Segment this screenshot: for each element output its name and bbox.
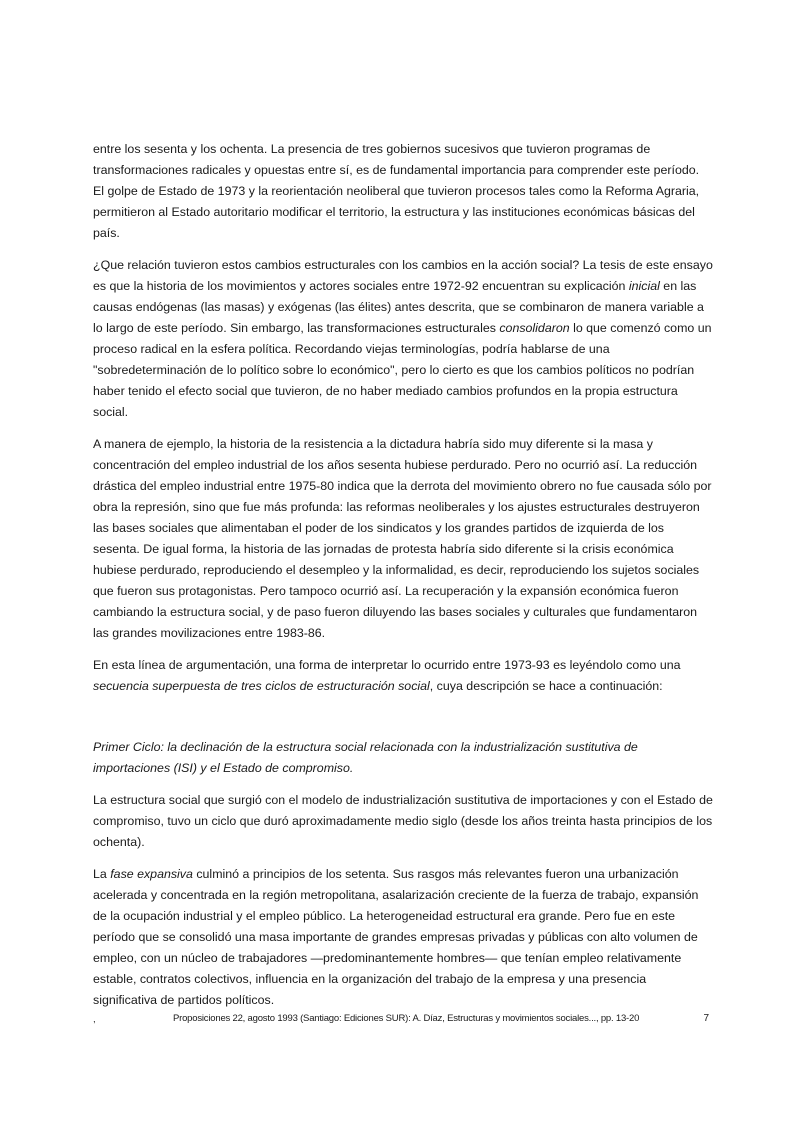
footer-mark: ,: [93, 1014, 96, 1025]
section-title-primer-ciclo: Primer Ciclo: la declinación de la estructura social relacionada con la industrialización sustitutiva de importaciones (ISI) y el Estado de compromiso.: [93, 740, 638, 775]
paragraph-2-emphasis-consolidaron: consolidaron: [499, 321, 570, 335]
paragraph-4: [93, 655, 713, 697]
paragraph-6-text-c: culminó a principios de los setenta. Sus rasgos más relevantes fueron una urbanización acelerada y concentrada en la región metropolitana, asalarización creciente de la fuerza de trabajo, expansión de la ocupación industrial y el empleo público. La heterogeneidad estructural era grande. Pero fue en este período que se consolidó una masa importante de grandes empresas privadas y públicas con alto volumen de empleo, con un núcleo de trabajadores —predominantemente hombres— que tenían empleo relativamente estable, contratos colectivos, influencia en la organización del trabajo de la empresa y una presencia significativa de partidos políticos.: [93, 867, 699, 1007]
paragraph-2-text-c: en las causas endógenas (las masas) y exógenas (las élites) antes descrita, que se combinaron de manera variable a lo largo de este período. Sin embargo, las transformaciones estructurales: [93, 279, 704, 335]
footer-citation: Proposiciones 22, agosto 1993 (Santiago: Ediciones SUR): A. Díaz, Estructuras y movimientos sociales..., pp. 13-20: [173, 1013, 640, 1024]
paragraph-6-emphasis: fase expansiva: [110, 867, 193, 881]
paragraph-2: [93, 255, 713, 423]
page-number: 7: [703, 1013, 709, 1024]
document-body: [93, 139, 713, 1022]
paragraph-2-text-e: lo que comenzó como un proceso radical en la esfera política. Recordando viejas terminologías, podría hablarse de una "sobredeterminación de lo político sobre lo económico", pero lo cierto es que los cambios políticos no podrían haber tenido el efecto social que tuvieron, de no haber mediado cambios profundos en la propia estructura social.: [93, 321, 712, 419]
paragraph-2-text-a: ¿Que relación tuvieron estos cambios estructurales con los cambios en la acción social? La tesis de este ensayo es que la historia de los movimientos y actores sociales entre 1972-92 encuentran su explicación: [93, 258, 713, 293]
paragraph-1: entre los sesenta y los ochenta. La presencia de tres gobiernos sucesivos que tuvieron programas de transformaciones radicales y opuestas entre sí, es de fundamental importancia para comprender este período. El golpe de Estado de 1973 y la reorientación neoliberal que tuvieron procesos tales como la Reforma Agraria, permitieron al Estado autoritario modificar el territorio, la estructura y las instituciones económicas básicas del país.: [93, 142, 700, 240]
paragraph-6-text-a: La: [93, 867, 111, 881]
paragraph-4-text-a: En esta línea de argumentación, una forma de interpretar lo ocurrido entre 1973-93 es leyéndolo como una: [93, 658, 681, 672]
paragraph-2-emphasis-inicial: inicial: [628, 279, 660, 293]
paragraph-3: A manera de ejemplo, la historia de la resistencia a la dictadura habría sido muy diferente si la masa y concentración del empleo industrial de los años sesenta hubiese perdurado. Pero no ocurrió así. La reducción drástica del empleo industrial entre 1975-80 indica que la derrota del movimiento obrero no fue causada sólo por obra la represión, sino que fue más profunda: las reformas neoliberales y los ajustes estructurales destruyeron las bases sociales que alimentaban el poder de los sindicatos y los grandes partidos de izquierda de los sesenta. De igual forma, la historia de las jornadas de protesta habría sido diferente si la crisis económica hubiese perdurado, reproduciendo el desempleo y la informalidad, es decir, reproduciendo los sujetos sociales que fueron sus protagonistas. Pero tampoco ocurrió así. La recuperación y la expansión económica fueron cambiando la estructura social, y de paso fueron diluyendo las bases sociales y culturales que fundamentaron las grandes movilizaciones entre 1983-86.: [93, 437, 712, 640]
paragraph-6: [93, 864, 713, 1011]
paragraph-4-emphasis: secuencia superpuesta de tres ciclos de estructuración social: [93, 679, 430, 693]
paragraph-4-text-c: , cuya descripción se hace a continuación:: [429, 679, 663, 693]
paragraph-5: La estructura social que surgió con el modelo de industrialización sustitutiva de importaciones y con el Estado de compromiso, tuvo un ciclo que duró aproximadamente medio siglo (desde los años treinta hasta principios de los ochenta).: [93, 793, 713, 849]
